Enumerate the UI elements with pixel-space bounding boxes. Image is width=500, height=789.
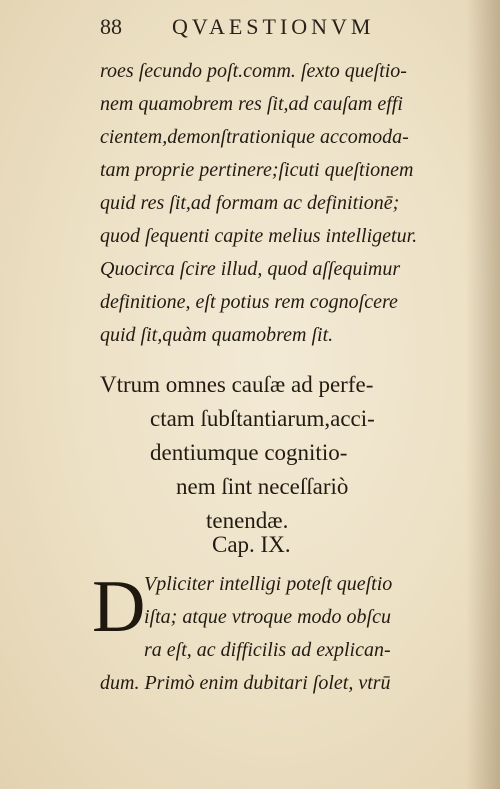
text-line: nem quamobrem res ſit,ad cauſam effi (100, 93, 403, 115)
page-header (100, 10, 440, 44)
chapter-title-line: nem ſint neceſſariò (176, 474, 349, 499)
chapter-title-line: Vtrum omnes cauſæ ad perfe- (100, 372, 374, 397)
text-line: definitione, eſt potius rem cognoſcere (100, 291, 398, 313)
text-line: iſta; atque vtroque modo obſcu (144, 606, 391, 628)
body-paragraph (100, 568, 470, 700)
text-line: tam proprie pertinere;ſicuti queſtionem (100, 159, 414, 181)
text-line: quid res ſit,ad formam ac definitionē; (100, 192, 400, 214)
gutter-shadow (466, 0, 500, 789)
upper-paragraph (100, 55, 470, 352)
chapter-title (100, 368, 470, 538)
chapter-title-line: dentiumque cognitio- (150, 440, 348, 465)
text-line: dum. Primò enim dubitari ſolet, vtrū (100, 672, 391, 694)
drop-cap: D (92, 566, 146, 648)
text-line: roes ſecundo poſt.comm. ſexto queſtio- (100, 60, 407, 82)
text-line: quid ſit,quàm quamobrem ſit. (100, 324, 334, 346)
text-line: quod ſequenti capite melius intelligetur. (100, 225, 418, 247)
chapter-title-line: ctam ſubſtantiarum,acci- (150, 406, 375, 431)
text-line: Vpliciter intelligi poteſt queſtio (144, 573, 393, 595)
text-line: Quocirca ſcire illud, quod aſſequimur (100, 258, 401, 280)
text-line: ra eſt, ac difficilis ad explican- (144, 639, 391, 661)
chapter-title-line: tenendæ. (206, 508, 289, 533)
page-number: 88 (100, 14, 122, 39)
chapter-number: Cap. IX. (212, 532, 291, 557)
text-line: cientem,demonſtrationique accomoda- (100, 126, 409, 148)
running-head: QVAESTIONVM (172, 14, 375, 39)
